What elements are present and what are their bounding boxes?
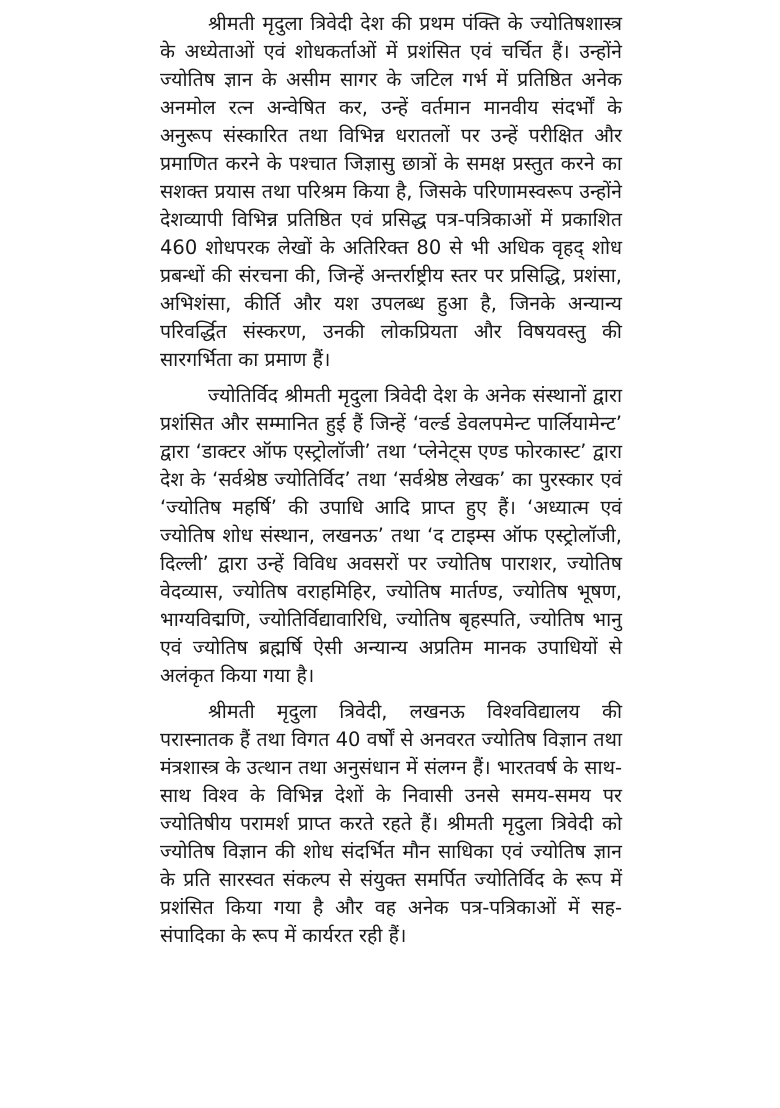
paragraph-2: ज्योतिर्विद श्रीमती मृदुला त्रिवेदी देश के अनेक संस्थानों द्वारा प्रशंसित और सम्मानित हुई हैं जिन्हें ‘वर्ल्ड डेवलपमेन्ट पार्लियामेन्ट’ द्वारा ‘डाक्टर ऑफ एस्ट्रोलॉजी’ तथा ‘प्लेनेट्स एण्ड फोरकास्ट’ द्वारा देश के ‘सर्वश्रेष्ठ ज्योतिर्विद’ तथा ‘सर्वश्रेष्ठ लेखक’ का पुरस्कार एवं ‘ज्योतिष महर्षि’ की उपाधि आदि प्राप्त हुए हैं। ‘अध्यात्म एवं ज्योतिष शोध संस्थान, लखनऊ’ तथा ‘द टाइम्स ऑफ एस्ट्रोलॉजी, दिल्ली’ द्वारा उन्हें विविध अवसरों पर ज्योतिष पाराशर, ज्योतिष वेदव्यास, ज्योतिष वराहमिहिर, ज्योतिष मार्तण्ड, ज्योतिष भूषण, भाग्यविद्मणि, ज्योतिर्विद्यावारिधि, ज्योतिष बृहस्पति, ज्योतिष भानु एवं ज्योतिष ब्रह्मर्षि ऐसी अन्यान्य अप्रतिम मानक उपाधियों से अलंकृत किया गया है। xyxy=(160,384,622,687)
paragraph-3: श्रीमती मृदुला त्रिवेदी, लखनऊ विश्वविद्यालय की परास्नातक हैं तथा विगत 40 वर्षों से अनवरत ज्योतिष विज्ञान तथा मंत्रशास्त्र के उत्थान तथा अनुसंधान में संलग्न हैं। भारतवर्ष के साथ-साथ विश्व के विभिन्न देशों के निवासी उनसे समय-समय पर ज्योतिषीय परामर्श प्राप्त करते रहते हैं। श्रीमती मृदुला त्रिवेदी को ज्योतिष विज्ञान की शोध संदर्भित मौन साधिका एवं ज्योतिष ज्ञान के प्रति सारस्वत संकल्प से संयुक्त समर्पित ज्योतिर्विद के रूप में प्रशंसित किया गया है और वह अनेक पत्र-पत्रिकाओं में सह-संपादिका के रूप में कार्यरत रही हैं। xyxy=(160,700,622,947)
paragraph-1: श्रीमती मृदुला त्रिवेदी देश की प्रथम पंक्ति के ज्योतिषशास्त्र के अध्येताओं एवं शोधकर्ताओं में प्रशंसित एवं चर्चित हैं। उन्होंने ज्योतिष ज्ञान के असीम सागर के जटिल गर्भ में प्रतिष्ठित अनेक अनमोल रत्न अन्वेषित कर, उन्हें वर्तमान मानवीय संदर्भों के अनुरूप संस्कारित तथा विभिन्न धरातलों पर उन्हें परीक्षित और प्रमाणित करने के पश्चात जिज्ञासु छात्रों के समक्ष प्रस्तुत करने का सशक्त प्रयास तथा परिश्रम किया है, जिसके परिणामस्वरूप उन्होंने देशव्यापी विभिन्न प्रतिष्ठित एवं प्रसिद्ध पत्र-पत्रिकाओं में प्रकाशित 460 शोधपरक लेखों के अतिरिक्त 80 से भी अधिक वृहद् शोध प्रबन्धों की संरचना की, जिन्हें अन्तर्राष्ट्रीय स्तर पर प्रसिद्धि, प्रशंसा, अभिशंसा, कीर्ति और यश उपलब्ध हुआ है, जिनके अन्यान्य परिवर्द्धित संस्करण, उनकी लोकप्रियता और विषयवस्तु की सारगर्भिता का प्रमाण हैं। xyxy=(160,12,622,371)
